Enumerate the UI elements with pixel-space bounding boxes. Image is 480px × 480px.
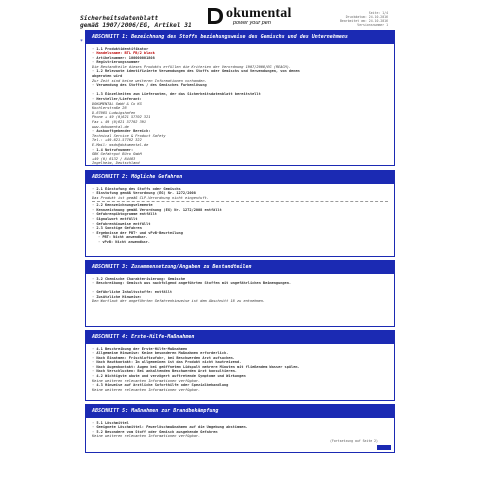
logo-tagline: power your pen bbox=[233, 20, 271, 26]
logo-wordmark: okumental bbox=[226, 6, 292, 21]
text-line: · Geeignete Löschmittel: Feuerlöschmaßnahmen auf die Umgebung abstimmen. bbox=[92, 425, 248, 430]
text-line: Phone + 49 (0)621 57702 321 bbox=[92, 115, 151, 120]
text-line: abgeraten wird bbox=[92, 74, 123, 79]
text-line: Technical Service & Product Safety bbox=[92, 133, 166, 138]
text-line: Keine weiteren relevanten Informationen verfügbar. bbox=[92, 387, 201, 392]
section-1 bbox=[85, 30, 395, 166]
text-line: · 5.1 Löschmittel bbox=[92, 420, 129, 425]
text-line: · Nach Hautkontakt: Im allgemeinen ist das Produkt nicht hautreizend. bbox=[92, 360, 242, 365]
text-line: · Gefährliche Inhaltsstoffe: entfällt bbox=[92, 290, 173, 295]
text-line: · 1.3 Einzelheiten zum Lieferanten, der das Sicherheitsdatenblatt bereitstellt bbox=[92, 92, 261, 97]
text-line: · Allgemeine Hinweise: Keine besonderen Maßnahmen erforderlich. bbox=[92, 351, 229, 356]
text-line: · 2.3 Sonstige Gefahren bbox=[92, 226, 142, 231]
text-line: · 3.2 Chemische Charakterisierung: Gemische bbox=[92, 276, 186, 281]
text-line: GBK Gefahrgut Büro GmbH bbox=[92, 152, 142, 157]
text-line: · Kennzeichnung gemäß Verordnung (EG) Nr. 1272/2008 entfällt bbox=[92, 207, 222, 212]
text-line: · vPvB: Nicht anwendbar. bbox=[98, 240, 150, 245]
text-line: D-67065 Ludwigshafen bbox=[92, 110, 136, 115]
section-body bbox=[86, 44, 394, 169]
continued-note: (Fortsetzung auf Seite 2) bbox=[330, 439, 378, 443]
text-line: Zur Zeit sind keine weiteren Informationen vorhanden. bbox=[92, 78, 207, 83]
section-3 bbox=[85, 260, 395, 327]
meta-line: Versionsnummer 1 bbox=[357, 23, 388, 27]
text-line: E-Mail: msds@dokumental.de bbox=[92, 142, 149, 147]
text-line: · 1.2 Relevante identifizierte Verwendungen des Stoffs oder Gemischs und Verwendungen, von denen bbox=[92, 69, 300, 74]
text-line: · 1.4 Notrufnummer: bbox=[92, 147, 134, 152]
text-line: · Nach Einatmen: Frischluftzufuhr, bei Beschwerden Arzt aufsuchen. bbox=[92, 355, 235, 360]
title-line-1: Sicherheitsdatenblatt bbox=[80, 15, 159, 22]
text-line: · Handelsname: BTL FB/2 black bbox=[92, 51, 155, 56]
text-line: Das Produkt ist gemäß CLP-Verordnung nicht eingestuft. bbox=[92, 195, 209, 200]
text-line: · Artikelnummer: 100000001808 bbox=[92, 55, 155, 60]
text-line: Den Wortlaut der angeführten Gefahrenhinweise ist dem Abschnitt 16 zu entnehmen. bbox=[92, 299, 266, 304]
section-heading: ABSCHNITT 1: Bezeichnung des Stoffs beziehungsweise des Gemischs und des Unternehmens bbox=[86, 31, 394, 44]
meta-line: Seite: 1/4 bbox=[368, 11, 388, 15]
section-body bbox=[86, 184, 394, 248]
section-heading: ABSCHNITT 2: Mögliche Gefahren bbox=[86, 171, 394, 184]
section-4 bbox=[85, 330, 395, 401]
document-page bbox=[85, 30, 395, 455]
text-line: · Beschreibung: Gemisch aus nachfolgend angeführten Stoffen mit ungefährlichen Beimengungen. bbox=[92, 281, 292, 286]
text-line: Keine weiteren relevanten Informationen verfügbar. bbox=[92, 434, 201, 439]
logo-d-icon bbox=[206, 7, 224, 25]
text-line: Keine weiteren relevanten Informationen verfügbar. bbox=[92, 378, 201, 383]
divider bbox=[92, 201, 388, 202]
text-line: · Nach Verschlucken: Bei anhaltenden Beschwerden Arzt konsultieren. bbox=[92, 369, 237, 374]
text-line: · 5.2 Besondere vom Stoff oder Gemisch ausgehende Gefahren bbox=[92, 429, 218, 434]
text-line: Die Bestandteile dieses Produkts erfüllen die Kriterien der Verordnung 1907/2006/EG (REACH). bbox=[92, 64, 292, 69]
text-line: · 4.1 Beschreibung der Erste-Hilfe-Maßnahmen bbox=[92, 346, 188, 351]
text-line: · Einstufung gemäß Verordnung (EG) Nr. 1272/2008 bbox=[92, 191, 196, 196]
text-line: Kochlerstraße 26 bbox=[92, 106, 127, 111]
page-language-badge bbox=[377, 445, 391, 450]
text-line: · Auskunftgebender Bereich: bbox=[92, 129, 151, 134]
section-heading: ABSCHNITT 5: Maßnahmen zur Brandbekämpfung bbox=[86, 405, 394, 418]
text-line: · Verwendung des Stoffes / des Gemisches Farbenlösung bbox=[92, 83, 207, 88]
text-line: · Gefahrenpiktogramme entfällt bbox=[92, 212, 157, 217]
text-line: Ingelheim, Deutschland bbox=[92, 161, 140, 166]
text-line: · PBT: Nicht anwendbar. bbox=[98, 235, 148, 240]
header-meta bbox=[340, 11, 388, 27]
margin-marker: * bbox=[80, 39, 84, 45]
text-line: · Gefahrenhinweise entfällt bbox=[92, 221, 151, 226]
text-line: · 1.1 Produktidentifikator bbox=[92, 46, 149, 51]
title-line-2: gemäß 1907/2006/EG, Artikel 31 bbox=[80, 22, 192, 29]
text-line: · 2.1 Einstufung des Stoffs oder Gemischs bbox=[92, 186, 181, 191]
section-5 bbox=[85, 404, 395, 453]
meta-line: Druckdatum: 24.10.2016 bbox=[345, 15, 388, 19]
section-heading: ABSCHNITT 4: Erste-Hilfe-Maßnahmen bbox=[86, 331, 394, 344]
text-line: · Nach Augenkontakt: Augen bei geöffnetem Lidspalt mehrere Minuten mit fließendem Wasser spülen. bbox=[92, 364, 300, 369]
text-line: · Registrierungsnummer bbox=[92, 60, 140, 65]
text-line: · Signalwort entfällt bbox=[92, 217, 138, 222]
document-title bbox=[80, 15, 192, 29]
meta-line: Bearbeitet am: 24.10.2016 bbox=[340, 19, 388, 23]
text-line: Fax + 49 (0)621 57702 391 bbox=[92, 120, 147, 124]
section-2 bbox=[85, 170, 395, 257]
text-line: www.dokumental.de bbox=[92, 124, 129, 129]
section-body bbox=[86, 344, 394, 396]
text-line: · Hersteller/Lieferant: bbox=[92, 97, 142, 102]
text-line: · Zusätzliche Hinweise: bbox=[92, 294, 142, 299]
text-line: · Ergebnisse der PBT- und vPvB-Beurteilung bbox=[92, 230, 183, 235]
company-logo bbox=[206, 6, 296, 28]
text-line: +49 (0) 6132 / 84463 bbox=[92, 156, 136, 161]
text-line: · 4.3 Hinweise auf ärztliche Soforthilfe oder Spezialbehandlung bbox=[92, 383, 229, 388]
text-line: DOKUMENTAL GmbH & Co KG bbox=[92, 101, 142, 106]
text-line: · 4.2 Wichtigste akute und verzögert auftretende Symptome und Wirkungen bbox=[92, 374, 246, 379]
text-line: Tel.: +49-621-57702 322 bbox=[92, 138, 142, 143]
text-line: · 2.2 Kennzeichnungselemente bbox=[92, 203, 153, 208]
section-body bbox=[86, 274, 394, 308]
section-heading: ABSCHNITT 3: Zusammensetzung/Angaben zu Bestandteilen bbox=[86, 261, 394, 274]
